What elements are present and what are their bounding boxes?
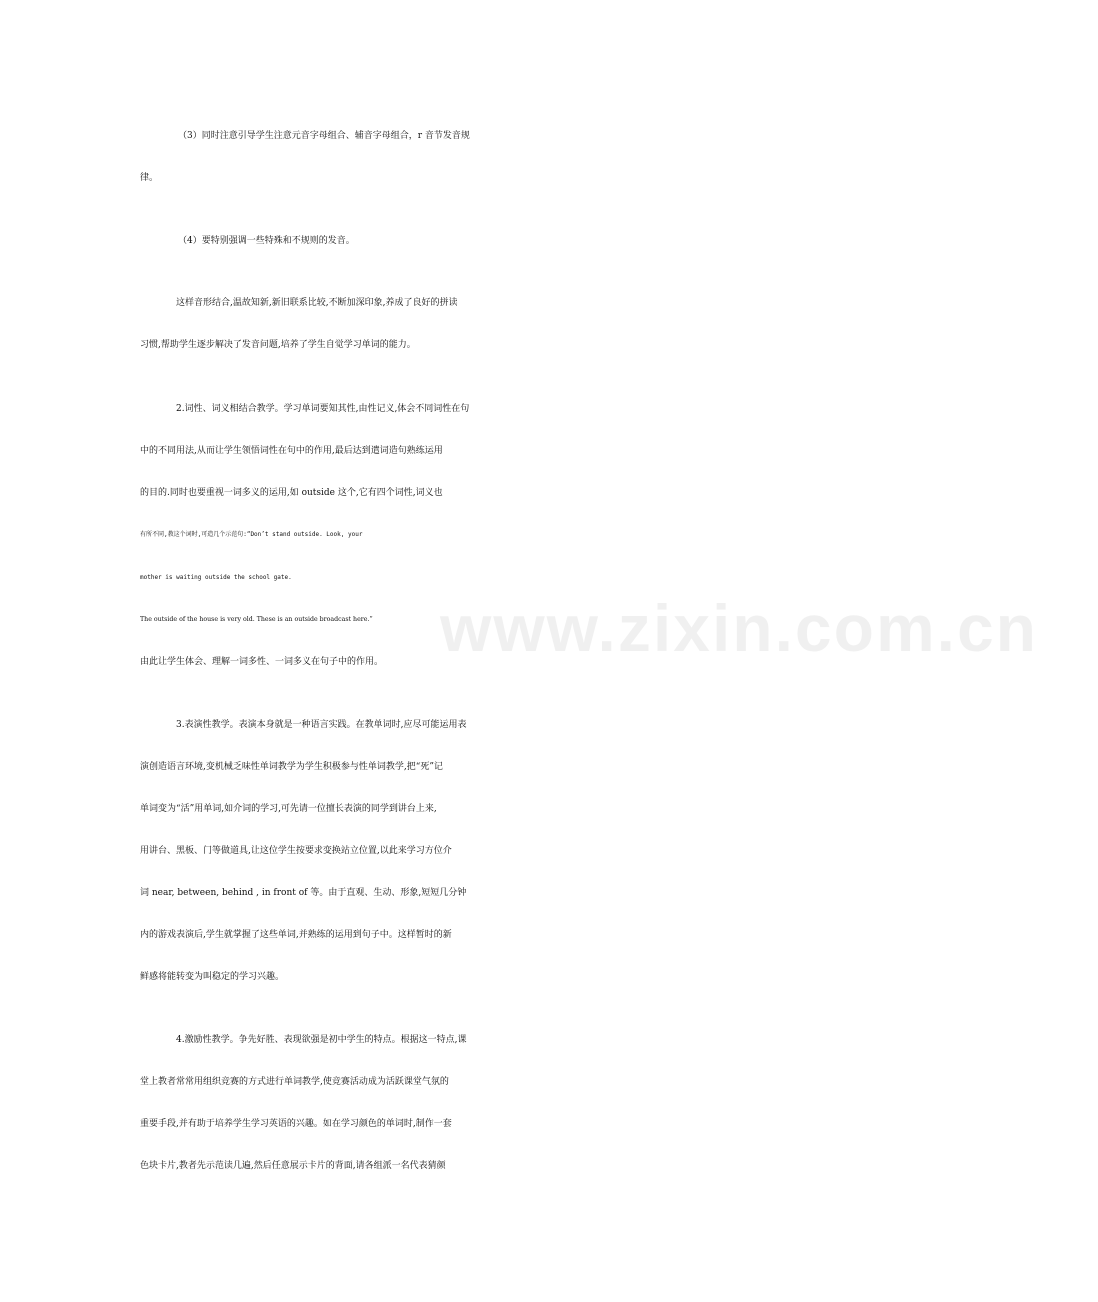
text-line: 有所不同,教这个词时,可造几个示范句:“Don’t stand outside. Look, your bbox=[140, 531, 363, 538]
text-line: 用讲台、黑板、门等做道具,让这位学生按要求变换站立位置,以此来学习方位介 bbox=[140, 846, 452, 856]
watermark: www.zixin.com.cn bbox=[440, 591, 1038, 665]
text-line: 律。 bbox=[140, 173, 159, 183]
text-line: 3.表演性教学。表演本身就是一种语言实践。在教单词时,应尽可能运用表 bbox=[176, 720, 467, 730]
text-line: 内的游戏表演后,学生就掌握了这些单词,并熟练的运用到句子中。这样暂时的新 bbox=[140, 930, 452, 940]
text-line: 堂上教者常常用组织竞赛的方式进行单词教学,使竞赛活动成为活跃课堂气氛的 bbox=[140, 1077, 449, 1087]
text-line: 演创造语言环境,变机械乏味性单词教学为学生积极参与性单词教学,把“死”记 bbox=[140, 762, 443, 772]
text-line: （3）同时注意引导学生注意元音字母组合、辅音字母组合，r 音节发音规 bbox=[178, 131, 470, 141]
text-line: 单词变为“活”用单词,如介词的学习,可先请一位擅长表演的同学到讲台上来, bbox=[140, 804, 437, 814]
text-line: 词 near, between, behind , in front of 等。由于直观、生动、形象,短短几分钟 bbox=[140, 888, 467, 898]
text-line: 重要手段,并有助于培养学生学习英语的兴趣。如在学习颜色的单词时,制作一套 bbox=[140, 1119, 452, 1129]
text-line: 4.激励性教学。争先好胜、表现欲强是初中学生的特点。根据这一特点,课 bbox=[176, 1035, 467, 1045]
text-line: 鲜感将能转变为叫稳定的学习兴趣。 bbox=[140, 972, 285, 982]
text-line: mother is waiting outside the school gate. bbox=[140, 574, 292, 581]
text-line: 由此让学生体会、理解一词多性、一词多义在句子中的作用。 bbox=[140, 657, 384, 667]
text-line: 色块卡片,教者先示范读几遍,然后任意展示卡片的背面,请各组派一名代表猜颜 bbox=[140, 1161, 446, 1171]
text-line: 习惯,帮助学生逐步解决了发音问题,培养了学生自觉学习单词的能力。 bbox=[140, 340, 416, 350]
text-line: 这样音形结合,温故知新,新旧联系比较,不断加深印象,养成了良好的拼读 bbox=[176, 298, 458, 308]
text-line: （4）要特别强调一些特殊和不规则的发音。 bbox=[178, 236, 355, 246]
text-line: 2.词性、词义相结合教学。学习单词要知其性,由性记义,体会不同词性在句 bbox=[176, 404, 470, 414]
text-line: 的目的.同时也要重视一词多义的运用,如 outside 这个,它有四个词性,词义也 bbox=[140, 488, 443, 498]
text-line: The outside of the house is very old. These is an outside broadcast here.” bbox=[140, 616, 373, 623]
text-line: 中的不同用法,从而让学生领悟词性在句中的作用,最后达到遣词造句熟练运用 bbox=[140, 446, 443, 456]
